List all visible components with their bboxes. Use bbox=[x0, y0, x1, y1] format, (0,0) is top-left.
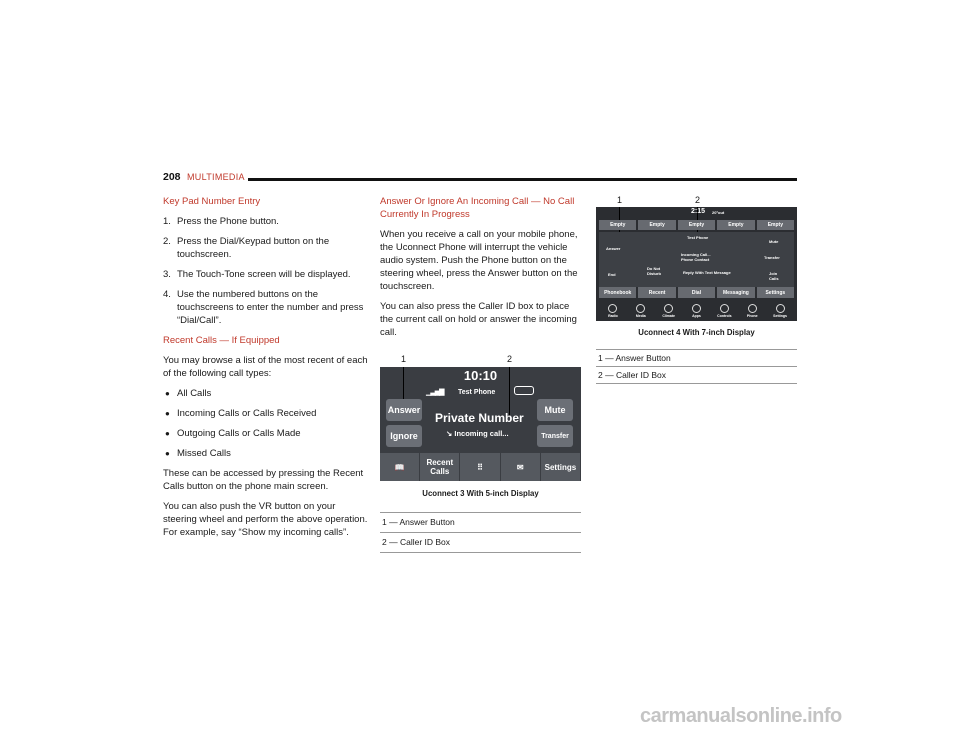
callout-1: 1 bbox=[617, 195, 623, 205]
outside-temp: 20°out bbox=[712, 210, 725, 215]
phone-bar bbox=[599, 287, 794, 298]
transfer-button[interactable]: Transfer bbox=[537, 425, 573, 447]
uconnect-7inch-screen bbox=[596, 207, 797, 321]
caller-id-box[interactable]: Incoming Call... Phone Contact bbox=[681, 252, 711, 262]
header-rule bbox=[248, 178, 797, 181]
figure-caption: Uconnect 4 With 7-inch Display bbox=[638, 327, 755, 337]
nav-apps[interactable]: Apps bbox=[683, 301, 711, 319]
battery-icon bbox=[514, 386, 534, 395]
answer-button[interactable]: Answer bbox=[606, 246, 621, 251]
watermark: carmanualsonline.info bbox=[640, 705, 842, 727]
legend-row: 1 — Answer Button bbox=[596, 349, 797, 366]
callout-1: 1 bbox=[401, 354, 407, 364]
steps-list bbox=[163, 215, 368, 327]
clock: 10:10 bbox=[463, 368, 498, 383]
callout-2: 2 bbox=[695, 195, 701, 205]
step-number: 4. bbox=[163, 289, 171, 300]
keypad-icon[interactable]: ⠿ bbox=[460, 453, 500, 481]
call-types-list bbox=[163, 387, 368, 460]
settings-button[interactable]: Settings bbox=[541, 453, 581, 481]
phonebook-button[interactable]: Phonebook bbox=[599, 287, 636, 298]
recent-calls-button[interactable]: Recent Calls bbox=[420, 453, 460, 481]
mute-button[interactable]: Mute bbox=[769, 239, 779, 244]
favorites-bar bbox=[599, 220, 794, 230]
figure-callouts bbox=[380, 353, 581, 365]
keypad-heading: Key Pad Number Entry bbox=[163, 196, 261, 207]
paragraph: You can also press the Caller ID box to place the current call on hold or answer the incoming call. bbox=[380, 301, 577, 338]
bullet-icon: ● bbox=[165, 429, 170, 438]
paragraph: You can also push the VR button on your steering wheel and perform the above operation. For example, say “Show my incoming calls”. bbox=[163, 501, 368, 538]
incoming-status: ↘ Incoming call... bbox=[446, 429, 509, 438]
settings-button[interactable]: Settings bbox=[757, 287, 794, 298]
clock: 2:15 bbox=[691, 208, 706, 215]
nav-controls[interactable]: Controls bbox=[710, 301, 738, 319]
legend-row: 1 — Answer Button bbox=[380, 512, 581, 532]
nav-media[interactable]: Media bbox=[627, 301, 655, 319]
nav-radio[interactable]: Radio bbox=[599, 301, 627, 319]
column-2 bbox=[380, 195, 581, 553]
recent-intro: You may browse a list of the most recent of each of the following call types: bbox=[163, 355, 368, 379]
nav-phone[interactable]: Phone bbox=[738, 301, 766, 319]
favorite-slot[interactable]: Empty bbox=[757, 220, 794, 230]
list-item bbox=[163, 268, 368, 281]
figure-callouts bbox=[596, 195, 797, 207]
dial-button[interactable]: Dial bbox=[678, 287, 715, 298]
call-panel bbox=[599, 232, 794, 287]
step-number: 1. bbox=[163, 216, 171, 227]
bullet-text: Incoming Calls or Calls Received bbox=[177, 408, 317, 419]
list-item bbox=[163, 288, 368, 327]
bottom-bar bbox=[380, 453, 581, 481]
favorite-slot[interactable]: Empty bbox=[678, 220, 715, 230]
paragraph: These can be accessed by pressing the Recent Calls button on the phone main screen. bbox=[163, 468, 364, 492]
bullet-icon: ● bbox=[165, 449, 170, 458]
list-item bbox=[163, 407, 368, 420]
list-item bbox=[163, 215, 368, 228]
step-number: 2. bbox=[163, 236, 171, 247]
nav-climate[interactable]: Climate bbox=[655, 301, 683, 319]
legend-table bbox=[380, 512, 581, 553]
messaging-icon[interactable]: ✉ bbox=[501, 453, 541, 481]
page-header bbox=[163, 171, 797, 185]
recent-button[interactable]: Recent bbox=[638, 287, 675, 298]
favorite-slot[interactable]: Empty bbox=[638, 220, 675, 230]
device-name: Test Phone bbox=[458, 389, 496, 396]
transfer-button[interactable]: Transfer bbox=[764, 255, 780, 260]
mute-button[interactable]: Mute bbox=[537, 399, 573, 421]
recent-calls-heading: Recent Calls — If Equipped bbox=[163, 335, 280, 346]
legend-row: 2 — Caller ID Box bbox=[380, 532, 581, 553]
bullet-text: All Calls bbox=[177, 388, 212, 399]
messaging-button[interactable]: Messaging bbox=[717, 287, 754, 298]
step-text: Press the Phone button. bbox=[177, 216, 279, 227]
bullet-text: Outgoing Calls or Calls Made bbox=[177, 428, 301, 439]
end-button[interactable]: End bbox=[608, 272, 616, 277]
phonebook-icon[interactable]: 📖 bbox=[380, 453, 420, 481]
join-calls-button[interactable]: Join Calls bbox=[769, 271, 779, 281]
section-title: MULTIMEDIA bbox=[187, 172, 245, 182]
list-item bbox=[163, 447, 368, 460]
step-number: 3. bbox=[163, 269, 171, 280]
list-item bbox=[163, 235, 368, 261]
signal-icon: ▁▃▅▇ bbox=[426, 389, 444, 396]
step-text: Use the numbered buttons on the touchscreens to enter the number and press “Dial/Call”. bbox=[177, 289, 364, 326]
callout-2: 2 bbox=[507, 354, 513, 364]
bullet-text: Missed Calls bbox=[177, 448, 231, 459]
legend-row: 2 — Caller ID Box bbox=[596, 366, 797, 384]
nav-settings[interactable]: Settings bbox=[766, 301, 794, 319]
list-item bbox=[163, 427, 368, 440]
bullet-icon: ● bbox=[165, 389, 170, 398]
uconnect-5inch-screen bbox=[380, 367, 581, 481]
paragraph: When you receive a call on your mobile phone, the Uconnect Phone will interrupt the vehicle audio system. Push the Phone button on the steering wheel, press the Answer button on the touchscreen. bbox=[380, 229, 578, 292]
column-3 bbox=[596, 195, 797, 384]
favorite-slot[interactable]: Empty bbox=[599, 220, 636, 230]
step-text: The Touch-Tone screen will be displayed. bbox=[177, 269, 351, 280]
bullet-icon: ● bbox=[165, 409, 170, 418]
answer-heading: Answer Or Ignore An Incoming Call — No Call Currently In Progress bbox=[380, 196, 575, 220]
list-item bbox=[163, 387, 368, 400]
caller-id-box[interactable]: Private Number bbox=[435, 411, 524, 425]
step-text: Press the Dial/Keypad button on the touchscreen. bbox=[177, 236, 330, 260]
legend-table bbox=[596, 349, 797, 384]
main-nav bbox=[599, 301, 794, 319]
do-not-disturb-button[interactable]: Do Not Disturb bbox=[647, 266, 661, 276]
device-name: Test Phone bbox=[687, 235, 709, 240]
answer-button[interactable]: Answer bbox=[386, 399, 422, 421]
page-number: 208 bbox=[163, 171, 181, 183]
column-1 bbox=[163, 195, 368, 546]
reply-text-button[interactable]: Reply With Text Message bbox=[683, 270, 731, 275]
favorite-slot[interactable]: Empty bbox=[717, 220, 754, 230]
figure-caption: Uconnect 3 With 5-inch Display bbox=[422, 488, 539, 498]
ignore-button[interactable]: Ignore bbox=[386, 425, 422, 447]
